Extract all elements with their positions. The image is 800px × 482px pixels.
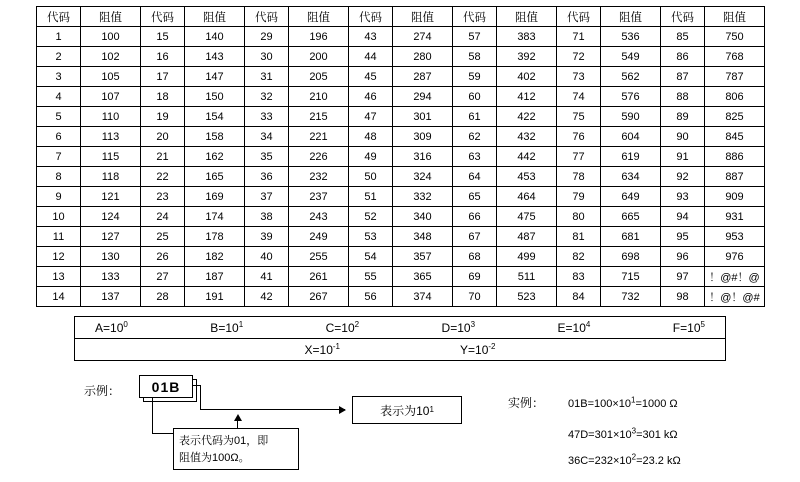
real-example-item <box>568 428 678 442</box>
table-cell: 52 <box>349 207 393 227</box>
table-cell: 681 <box>601 227 661 247</box>
table-cell: 94 <box>661 207 705 227</box>
table-cell: 316 <box>393 147 453 167</box>
table-cell: 162 <box>185 147 245 167</box>
real-example-item <box>568 397 678 411</box>
table-cell: 178 <box>185 227 245 247</box>
table-cell: 36 <box>245 167 289 187</box>
table-cell: 634 <box>601 167 661 187</box>
table-cell: 309 <box>393 127 453 147</box>
column-header: 阻值 <box>81 7 141 27</box>
table-cell: 113 <box>81 127 141 147</box>
table-cell: 453 <box>497 167 557 187</box>
table-cell: 432 <box>497 127 557 147</box>
table-cell: 85 <box>661 27 705 47</box>
table-cell: 43 <box>349 27 393 47</box>
table-cell: 64 <box>453 167 497 187</box>
multiplier-E: $E=10^4$ <box>557 319 591 335</box>
table-cell: 4 <box>37 87 81 107</box>
table-cell: 70 <box>453 287 497 307</box>
table-cell: 13 <box>37 267 81 287</box>
table-cell: 127 <box>81 227 141 247</box>
table-cell: 53 <box>349 227 393 247</box>
table-cell: 130 <box>81 247 141 267</box>
table-row <box>37 227 765 247</box>
table-cell: 50 <box>349 167 393 187</box>
table-cell: 45 <box>349 67 393 87</box>
table-row <box>37 47 765 67</box>
table-cell: 88 <box>661 87 705 107</box>
table-cell: 46 <box>349 87 393 107</box>
table-row <box>37 147 765 167</box>
table-cell: 154 <box>185 107 245 127</box>
table-cell: 54 <box>349 247 393 267</box>
table-cell: 261 <box>289 267 349 287</box>
table-cell: 24 <box>141 207 185 227</box>
table-cell: 65 <box>453 187 497 207</box>
multiplier-C: $C=10^2$ <box>325 319 360 335</box>
resistance-code-table <box>36 6 765 307</box>
table-cell: 56 <box>349 287 393 307</box>
multiplier-X: $X=10^{-1}$ <box>304 341 340 357</box>
table-cell: 6 <box>37 127 81 147</box>
table-cell: 165 <box>185 167 245 187</box>
table-cell: 124 <box>81 207 141 227</box>
table-cell: 464 <box>497 187 557 207</box>
table-cell: 562 <box>601 67 661 87</box>
table-cell: 976 <box>705 247 765 267</box>
table-cell: 37 <box>245 187 289 207</box>
table-cell: 243 <box>289 207 349 227</box>
table-cell: 34 <box>245 127 289 147</box>
leader-arrow-to-result <box>200 409 345 410</box>
table-row <box>37 187 765 207</box>
table-cell: 348 <box>393 227 453 247</box>
table-cell: 150 <box>185 87 245 107</box>
table-cell: 3 <box>37 67 81 87</box>
table-row <box>37 127 765 147</box>
table-cell: 226 <box>289 147 349 167</box>
table-cell: 26 <box>141 247 185 267</box>
table-cell: 105 <box>81 67 141 87</box>
table-row <box>37 27 765 47</box>
table-cell: 536 <box>601 27 661 47</box>
table-cell: 18 <box>141 87 185 107</box>
table-cell: 63 <box>453 147 497 167</box>
column-header: 代码 <box>245 7 289 27</box>
table-cell: 365 <box>393 267 453 287</box>
table-cell: 442 <box>497 147 557 167</box>
table-cell: 619 <box>601 147 661 167</box>
leader-line-segment <box>152 397 153 433</box>
resistance-code-table-container <box>36 6 764 307</box>
table-cell: 267 <box>289 287 349 307</box>
table-cell: 16 <box>141 47 185 67</box>
table-cell: 28 <box>141 287 185 307</box>
multiplier-row-negative <box>75 339 726 361</box>
table-cell: 79 <box>557 187 601 207</box>
table-cell: 332 <box>393 187 453 207</box>
table-cell: 487 <box>497 227 557 247</box>
table-cell: 93 <box>661 187 705 207</box>
table-cell: 42 <box>245 287 289 307</box>
table-cell: 280 <box>393 47 453 67</box>
table-cell: 87 <box>661 67 705 87</box>
example-result: =23.2 kΩ <box>636 455 681 467</box>
table-cell: 147 <box>185 67 245 87</box>
table-cell: 249 <box>289 227 349 247</box>
table-cell: 210 <box>289 87 349 107</box>
table-cell: 5 <box>37 107 81 127</box>
table-cell: 402 <box>497 67 557 87</box>
table-cell: 27 <box>141 267 185 287</box>
table-cell: 17 <box>141 67 185 87</box>
table-cell: 49 <box>349 147 393 167</box>
table-cell: 133 <box>81 267 141 287</box>
example-note-box <box>173 428 299 470</box>
column-header: 代码 <box>453 7 497 27</box>
table-cell: 74 <box>557 87 601 107</box>
table-cell: 73 <box>557 67 601 87</box>
table-row <box>37 207 765 227</box>
table-cell: 523 <box>497 287 557 307</box>
table-cell: 76 <box>557 127 601 147</box>
table-cell: 71 <box>557 27 601 47</box>
table-cell: 287 <box>393 67 453 87</box>
table-cell: 499 <box>497 247 557 267</box>
table-cell: 102 <box>81 47 141 67</box>
table-cell: 750 <box>705 27 765 47</box>
table-cell: 511 <box>497 267 557 287</box>
table-cell: 61 <box>453 107 497 127</box>
table-cell: 665 <box>601 207 661 227</box>
table-cell: 25 <box>141 227 185 247</box>
table-cell: 374 <box>393 287 453 307</box>
table-cell: 200 <box>289 47 349 67</box>
multiplier-cells <box>75 339 726 361</box>
table-row <box>37 87 765 107</box>
table-cell: 80 <box>557 207 601 227</box>
table-cell: 110 <box>81 107 141 127</box>
table-cell: 604 <box>601 127 661 147</box>
table-cell: 12 <box>37 247 81 267</box>
table-cell: 412 <box>497 87 557 107</box>
table-cell: 845 <box>705 127 765 147</box>
multiplier-table <box>74 316 726 361</box>
column-header: 代码 <box>349 7 393 27</box>
table-cell: ！@！@# <box>705 287 765 307</box>
table-cell: 10 <box>37 207 81 227</box>
table-cell: 30 <box>245 47 289 67</box>
example-expression: 01B=100×10 <box>568 398 632 410</box>
table-cell: 255 <box>289 247 349 267</box>
table-cell: 768 <box>705 47 765 67</box>
table-cell: ！@#！@ <box>705 267 765 287</box>
table-cell: 887 <box>705 167 765 187</box>
table-cell: 806 <box>705 87 765 107</box>
table-cell: 21 <box>141 147 185 167</box>
example-result: =301 kΩ <box>636 429 678 441</box>
note-line-2: 阻值为100Ω。 <box>179 452 250 464</box>
example-expression: 47D=301×10 <box>568 429 632 441</box>
table-cell: 732 <box>601 287 661 307</box>
table-cell: 47 <box>349 107 393 127</box>
column-header: 阻值 <box>289 7 349 27</box>
table-cell: 32 <box>245 87 289 107</box>
table-cell: 392 <box>497 47 557 67</box>
table-cell: 48 <box>349 127 393 147</box>
table-cell: 137 <box>81 287 141 307</box>
table-cell: 11 <box>37 227 81 247</box>
multiplier-F: $F=10^5$ <box>672 319 705 335</box>
table-cell: 649 <box>601 187 661 207</box>
column-header: 阻值 <box>393 7 453 27</box>
table-cell: 187 <box>185 267 245 287</box>
example-exponent: 1 <box>631 395 636 405</box>
table-cell: 100 <box>81 27 141 47</box>
table-cell: 82 <box>557 247 601 267</box>
table-cell: 205 <box>289 67 349 87</box>
table-cell: 324 <box>393 167 453 187</box>
table-cell: 38 <box>245 207 289 227</box>
table-cell: 715 <box>601 267 661 287</box>
multiplier-B: $B=10^1$ <box>210 319 244 335</box>
table-cell: 98 <box>661 287 705 307</box>
table-cell: 158 <box>185 127 245 147</box>
table-cell: 7 <box>37 147 81 167</box>
table-cell: 215 <box>289 107 349 127</box>
table-cell: 57 <box>453 27 497 47</box>
table-cell: 59 <box>453 67 497 87</box>
table-cell: 78 <box>557 167 601 187</box>
table-cell: 174 <box>185 207 245 227</box>
table-cell: 77 <box>557 147 601 167</box>
table-cell: 698 <box>601 247 661 267</box>
table-cell: 191 <box>185 287 245 307</box>
table-cell: 232 <box>289 167 349 187</box>
table-cell: 909 <box>705 187 765 207</box>
example-exponent: 3 <box>631 426 637 436</box>
table-cell: 14 <box>37 287 81 307</box>
table-cell: 2 <box>37 47 81 67</box>
example-result: =1000 Ω <box>635 398 678 410</box>
example-label: 示例： <box>84 384 121 398</box>
table-cell: 221 <box>289 127 349 147</box>
table-cell: 19 <box>141 107 185 127</box>
table-cell: 92 <box>661 167 705 187</box>
table-cell: 69 <box>453 267 497 287</box>
table-cell: 931 <box>705 207 765 227</box>
table-header-row <box>37 7 765 27</box>
table-cell: 96 <box>661 247 705 267</box>
example-result-box: 表示为10 1 <box>352 396 462 424</box>
table-cell: 118 <box>81 167 141 187</box>
table-cell: 97 <box>661 267 705 287</box>
table-cell: 67 <box>453 227 497 247</box>
table-cell: 107 <box>81 87 141 107</box>
table-cell: 140 <box>185 27 245 47</box>
table-cell: 44 <box>349 47 393 67</box>
multiplier-cells <box>75 317 726 339</box>
table-cell: 33 <box>245 107 289 127</box>
column-header: 阻值 <box>497 7 557 27</box>
table-cell: 475 <box>497 207 557 227</box>
multiplier-table-container <box>74 316 726 361</box>
multiplier-A: $A=10^0$ <box>95 319 128 335</box>
table-row <box>37 287 765 307</box>
table-cell: 825 <box>705 107 765 127</box>
table-cell: 29 <box>245 27 289 47</box>
table-cell: 274 <box>393 27 453 47</box>
table-cell: 20 <box>141 127 185 147</box>
table-cell: 115 <box>81 147 141 167</box>
table-row <box>37 167 765 187</box>
real-examples-title: 实例： <box>508 396 545 410</box>
table-cell: 60 <box>453 87 497 107</box>
column-header: 阻值 <box>185 7 245 27</box>
table-cell: 787 <box>705 67 765 87</box>
example-code-box: 01B <box>139 375 193 398</box>
table-cell: 237 <box>289 187 349 207</box>
table-cell: 66 <box>453 207 497 227</box>
table-row <box>37 267 765 287</box>
table-cell: 23 <box>141 187 185 207</box>
table-cell: 549 <box>601 47 661 67</box>
result-text: 表示为10 <box>380 403 430 418</box>
table-cell: 590 <box>601 107 661 127</box>
note-line-1: 表示代码为01，即 <box>179 435 269 447</box>
column-header: 阻值 <box>601 7 661 27</box>
table-cell: 422 <box>497 107 557 127</box>
column-header: 代码 <box>141 7 185 27</box>
column-header: 代码 <box>557 7 601 27</box>
table-cell: 953 <box>705 227 765 247</box>
example-exponent: 2 <box>631 452 637 462</box>
table-cell: 1 <box>37 27 81 47</box>
table-cell: 40 <box>245 247 289 267</box>
table-cell: 182 <box>185 247 245 267</box>
table-cell: 294 <box>393 87 453 107</box>
table-cell: 357 <box>393 247 453 267</box>
table-cell: 83 <box>557 267 601 287</box>
table-cell: 51 <box>349 187 393 207</box>
table-cell: 39 <box>245 227 289 247</box>
table-cell: 22 <box>141 167 185 187</box>
table-cell: 68 <box>453 247 497 267</box>
table-cell: 84 <box>557 287 601 307</box>
multiplier-D: $D=10^3$ <box>441 319 476 335</box>
leader-line-segment <box>152 433 174 434</box>
table-cell: 90 <box>661 127 705 147</box>
table-cell: 58 <box>453 47 497 67</box>
table-cell: 91 <box>661 147 705 167</box>
table-cell: 55 <box>349 267 393 287</box>
column-header: 代码 <box>37 7 81 27</box>
table-cell: 301 <box>393 107 453 127</box>
table-cell: 196 <box>289 27 349 47</box>
table-cell: 8 <box>37 167 81 187</box>
table-cell: 143 <box>185 47 245 67</box>
multiplier-row-positive <box>75 317 726 339</box>
multiplier-Y: $Y=10^{-2}$ <box>460 341 496 357</box>
table-cell: 121 <box>81 187 141 207</box>
table-row <box>37 107 765 127</box>
table-cell: 383 <box>497 27 557 47</box>
table-cell: 576 <box>601 87 661 107</box>
table-cell: 86 <box>661 47 705 67</box>
table-cell: 35 <box>245 147 289 167</box>
table-cell: 31 <box>245 67 289 87</box>
example-expression: 36C=232×10 <box>568 455 632 467</box>
table-cell: 41 <box>245 267 289 287</box>
table-cell: 340 <box>393 207 453 227</box>
table-cell: 9 <box>37 187 81 207</box>
table-row <box>37 247 765 267</box>
table-cell: 72 <box>557 47 601 67</box>
table-cell: 62 <box>453 127 497 147</box>
table-cell: 75 <box>557 107 601 127</box>
table-cell: 886 <box>705 147 765 167</box>
table-cell: 89 <box>661 107 705 127</box>
table-row <box>37 67 765 87</box>
column-header: 阻值 <box>705 7 765 27</box>
leader-line-segment <box>200 385 201 409</box>
table-cell: 95 <box>661 227 705 247</box>
table-cell: 15 <box>141 27 185 47</box>
table-cell: 81 <box>557 227 601 247</box>
real-example-item <box>568 454 681 468</box>
column-header: 代码 <box>661 7 705 27</box>
table-cell: 169 <box>185 187 245 207</box>
